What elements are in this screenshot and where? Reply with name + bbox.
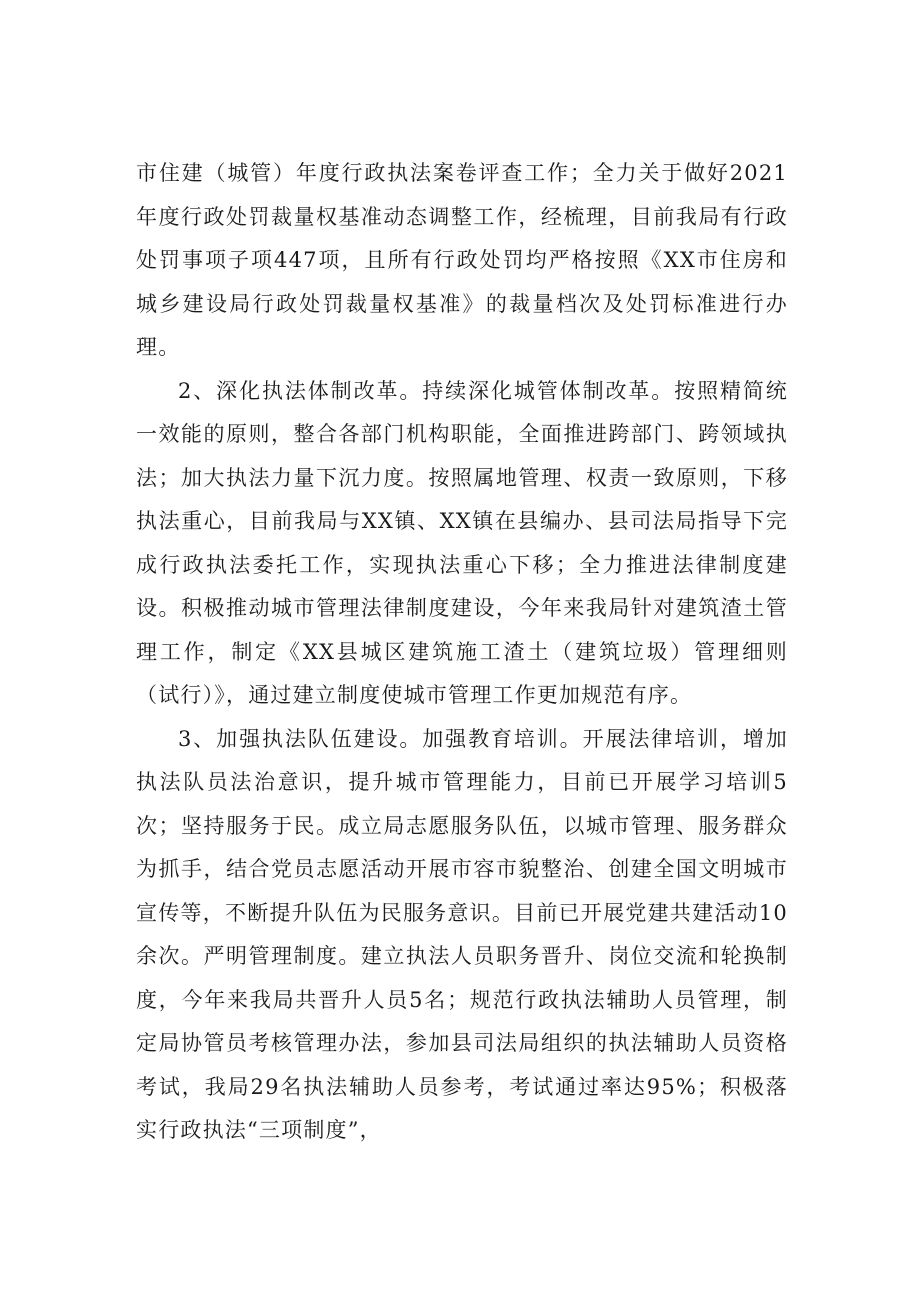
paragraph-1: 市住建（城管）年度行政执法案卷评查工作；全力关于做好2021年度行政处罚裁量权基准动态调整工作，经梳理，目前我局有行政处罚事项子项447项，且所有行政处罚均严格按照《XX市住房和城乡建设局行政处罚裁量权基准》的裁量档次及处罚标准进行办理。 [136,161,788,359]
body-text [136,152,788,1153]
paragraph-2: 2、深化执法体制改革。持续深化城管体制改革。按照精简统一效能的原则，整合各部门机构职能，全面推进跨部门、跨领域执法；加大执法力量下沉力度。按照属地管理、权责一致原则，下移执法重心，目前我局与XX镇、XX镇在县编办、县司法局指导下完成行政执法委托工作，实现执法重心下移；全力推进法律制度建设。积极推动城市管理法律制度建设，今年来我局针对建筑渣土管理工作，制定《XX县城区建筑施工渣土（建筑垃圾）管理细则（试行）》，通过建立制度使城市管理工作更加规范有序。 [136,378,788,707]
paragraph-3: 3、加强执法队伍建设。加强教育培训。开展法律培训，增加执法队员法治意识，提升城市管理能力，目前已开展学习培训5次；坚持服务于民。成立局志愿服务队伍，以城市管理、服务群众为抓手，结合党员志愿活动开展市容市貌整治、创建全国文明城市宣传等，不断提升队伍为民服务意识。目前已开展党建共建活动10余次。严明管理制度。建立执法人员职务晋升、岗位交流和轮换制度，今年来我局共晋升人员5名；规范行政执法辅助人员管理，制定局协管员考核管理办法，参加县司法局组织的执法辅助人员资格考试，我局29名执法辅助人员参考，考试通过率达95%；积极落实行政执法“三项制度”， [136,726,788,1142]
